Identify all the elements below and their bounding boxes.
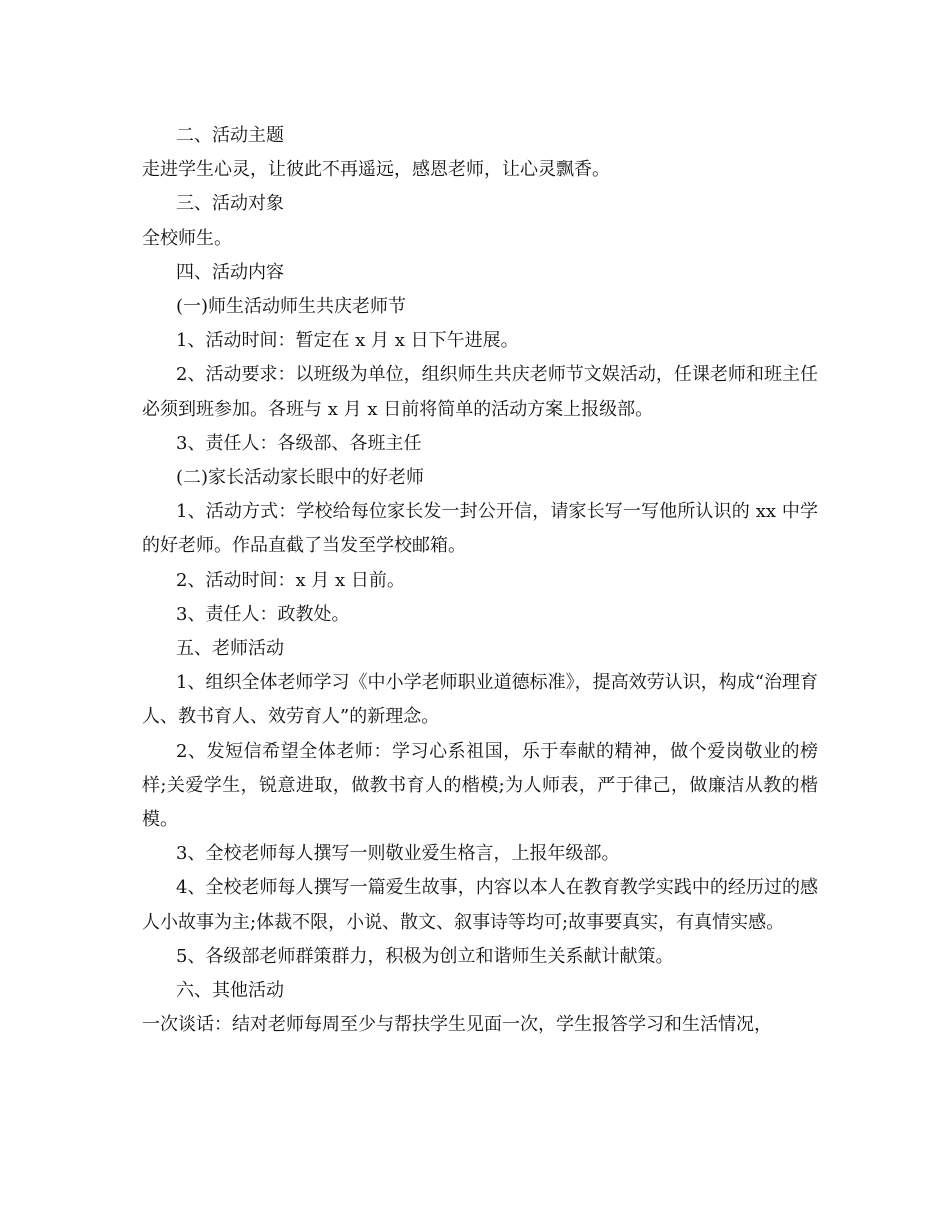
section-heading-other-activities: 六、其他活动 xyxy=(176,980,284,1002)
paragraph-one-conversation: 一次谈话：结对老师每周至少与帮扶学生见面一次，学生报答学习和生活情况， xyxy=(142,1014,772,1036)
paragraph-parent-responsible: 3、责任人：政教处。 xyxy=(176,603,350,625)
section-heading-activity-content: 四、活动内容 xyxy=(176,261,284,283)
subheading-teacher-student-activity: (一)师生活动师生共庆老师节 xyxy=(176,296,407,318)
paragraph-activity-method: 1、活动方式：学校给每位家长发一封公开信，请家长写一写他所认识的 xx 中学的好老师。作品直截了当发至学校邮箱。 xyxy=(142,501,818,557)
paragraph-activity-time: 1、活动时间：暂定在 x 月 x 日下午进展。 xyxy=(176,330,519,352)
subheading-parent-activity: (二)家长活动家长眼中的好老师 xyxy=(176,467,425,489)
paragraph-teacher-collaboration: 5、各级部老师群策群力，积极为创立和谐师生关系献计献策。 xyxy=(176,945,674,967)
paragraph-teacher-study: 1、组织全体老师学习《中小学老师职业道德标准》，提高效劳认识，构成“治理育人、教书育人、效劳育人”的新理念。 xyxy=(142,672,818,728)
paragraph-activity-requirements: 2、活动要求：以班级为单位，组织师生共庆老师节文娱活动，任课老师和班主任必须到班参加。各班与 x 月 x 日前将简单的活动方案上报级部。 xyxy=(142,364,818,420)
paragraph-activity-theme: 走进学生心灵，让彼此不再遥远，感恩老师，让心灵飘香。 xyxy=(142,159,610,181)
paragraph-teacher-motto: 3、全校老师每人撰写一则敬业爱生格言，上报年级部。 xyxy=(176,843,620,865)
paragraph-teacher-story: 4、全校老师每人撰写一篇爱生故事，内容以本人在教育教学实践中的经历过的感人小故事为主;体裁不限，小说、散文、叙事诗等均可;故事要真实，有真情实感。 xyxy=(142,877,818,933)
paragraph-responsible-persons: 3、责任人：各级部、各班主任 xyxy=(176,432,422,454)
paragraph-activity-target: 全校师生。 xyxy=(142,227,232,249)
paragraph-parent-activity-time: 2、活动时间：x 月 x 日前。 xyxy=(176,569,405,591)
section-heading-activity-target: 三、活动对象 xyxy=(176,193,284,215)
paragraph-teacher-sms: 2、发短信希望全体老师：学习心系祖国，乐于奉献的精神，做个爱岗敬业的榜样;关爱学生，锐意进取，做教书育人的楷模;为人师表，严于律己，做廉洁从教的楷模。 xyxy=(142,740,818,831)
section-heading-activity-theme: 二、活动主题 xyxy=(176,125,284,146)
document-body xyxy=(142,119,818,1042)
section-heading-teacher-activity: 五、老师活动 xyxy=(176,638,284,660)
